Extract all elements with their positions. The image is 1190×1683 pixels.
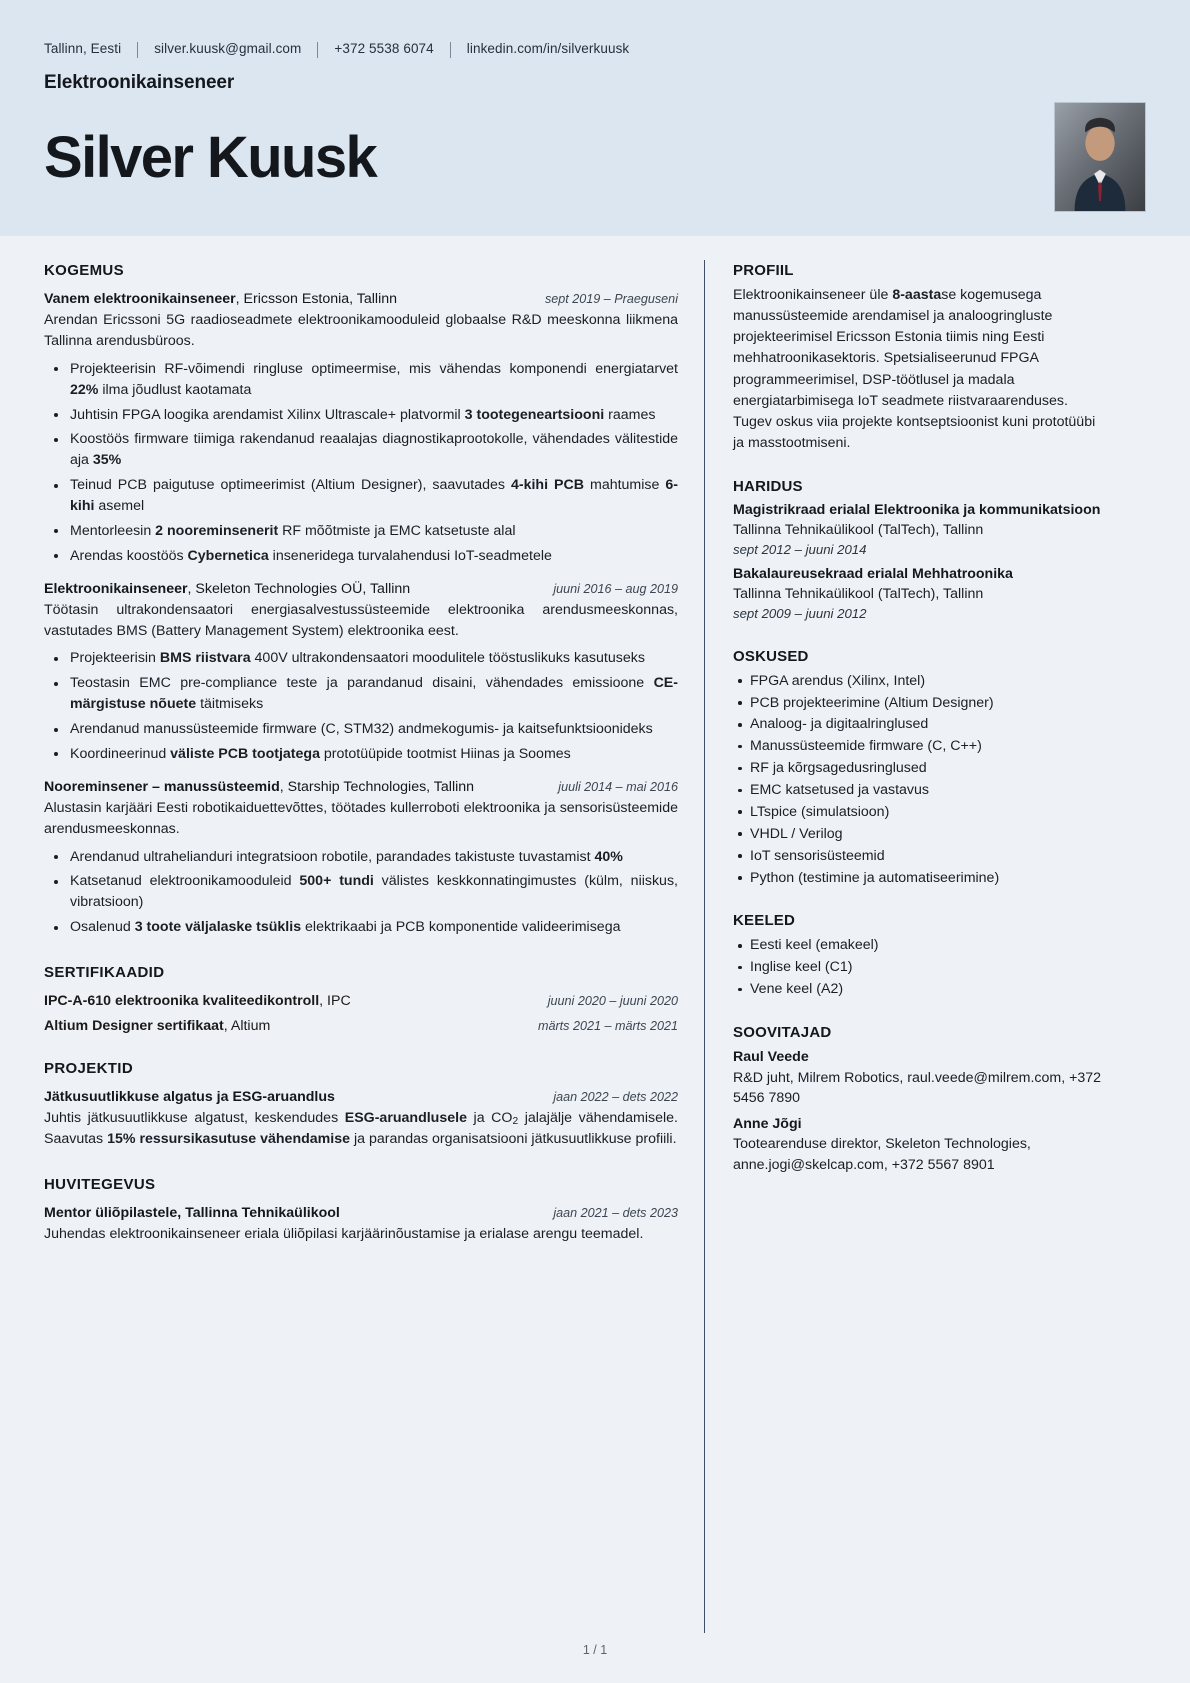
section-heading-references: SOOVITAJAD	[733, 1024, 832, 1042]
reference-detail: Tootearenduse direktor, Skeleton Technologies, anne.jogi@skelcap.com, +372 5567 8901	[733, 1136, 1031, 1174]
education-school: Tallinna Tehnikaülikool (TalTech), Tallinn	[733, 586, 984, 603]
contact-separator	[137, 42, 138, 58]
education-degree: Bakalaureusekraad erialal Mehhatroonika	[733, 566, 1013, 583]
entry-bullet-list	[44, 847, 678, 939]
language-item: Inglise keel (C1)	[733, 957, 1104, 978]
page-title-name: Silver Kuusk	[44, 125, 377, 190]
reference-name: Anne Jõgi	[733, 1115, 802, 1132]
certificate-title: Altium Designer sertifikaat, Altium	[44, 1018, 271, 1034]
reference-name: Raul Veede	[733, 1049, 809, 1066]
right-column	[704, 260, 1104, 1633]
experience-entry	[44, 291, 678, 567]
volunteering-list	[44, 1205, 678, 1245]
bullet-item: Arendanud manussüsteemide firmware (C, STM32) andmekogumis- ja kaitsefunktsioonideks	[44, 719, 678, 740]
entry-header	[44, 291, 678, 307]
section-heading-experience: KOGEMUS	[44, 262, 124, 279]
certificate-date: juuni 2020 – juuni 2020	[547, 994, 678, 1008]
entry-header	[44, 1205, 678, 1221]
skill-item: RF ja kõrgsagedusringlused	[733, 758, 1104, 779]
contact-item[interactable]: linkedin.com/in/silverkuusk	[466, 40, 630, 56]
entry-header	[44, 581, 678, 597]
experience-entry	[44, 779, 678, 938]
entry-header	[44, 779, 678, 795]
certificate-row	[44, 1018, 678, 1034]
reference-entry	[733, 1047, 1104, 1109]
bullet-item: Teostasin EMC pre-compliance teste ja parandanud disaini, vähendades emissioone CE-märgistuse nõuete täitmiseks	[44, 673, 678, 715]
entry-date: jaan 2021 – dets 2023	[553, 1206, 678, 1221]
bullet-item: Arendas koostöös Cybernetica inseneridega turvalahendusi IoT-seadmetele	[44, 546, 678, 567]
volunteering-entry	[44, 1205, 678, 1245]
bullet-item: Projekteerisin BMS riistvara 400V ultrakondensaatori moodulitele tööstuslikuks kasutuseks	[44, 648, 678, 669]
header-job-title: Elektroonikainseneer	[44, 72, 235, 93]
entry-description: Juhendas elektroonikainseneer eriala üliõpilasi karjäärinõustamise ja erialase arengu teemadel.	[44, 1226, 644, 1243]
resume-body	[0, 236, 1190, 1633]
references-list	[733, 1047, 1104, 1176]
entry-description: Juhtis jätkusuutlikkuse algatust, keskendudes ESG-aruandlusele ja $CO_2$ jalajälje vähendamisele. Saavutas 15% ressursikasutuse vähendamise ja parandas organisatsiooni jätkusuutlikkuse profiili.	[44, 1110, 678, 1148]
skill-item: LTspice (simulatsioon)	[733, 802, 1104, 823]
project-entry	[44, 1089, 678, 1150]
entry-date: jaan 2022 – dets 2022	[553, 1090, 678, 1104]
language-item: Eesti keel (emakeel)	[733, 935, 1104, 956]
education-list	[733, 501, 1104, 623]
certificates-list	[44, 993, 678, 1034]
contact-separator	[450, 42, 451, 58]
section-heading-education: HARIDUS	[733, 478, 803, 496]
section-heading-languages: KEELED	[733, 912, 796, 930]
bullet-item: Teinud PCB paigutuse optimeerimist (Altium Designer), saavutades 4-kihi PCB mahtumise 6-kihi asemel	[44, 475, 678, 517]
skill-item: FPGA arendus (Xilinx, Intel)	[733, 671, 1104, 692]
skill-item: Manussüsteemide firmware (C, C++)	[733, 736, 1104, 757]
profile-text: Elektroonikainseneer üle 8-aastase kogemusega manussüsteemide arendamisel ja analoogringluste projekteerimisel Ericsson Estonia tiimis ning Eesti mehhatroonikasektoris. Spetsialiseerunud FPGA programmeerimisel, DSP-töötlusel ja madala energiatarbimisega IoT seadmete riistvaraarenduses. Tugev oskus viia projekte kontseptsioonist kuni prototüübi ja masstootmiseni.	[733, 287, 1096, 452]
reference-entry	[733, 1114, 1104, 1176]
entry-description: Töötasin ultrakondensaatori energiasalvestussüsteemide elektroonika arendusmeeskonnas, vastutades BMS (Battery Management System) elektroonika eest.	[44, 601, 678, 639]
experience-list	[44, 291, 678, 938]
languages-list	[733, 935, 1104, 1000]
profile-photo	[1054, 102, 1146, 212]
section-heading-certificates: SERTIFIKAADID	[44, 964, 165, 981]
contact-item[interactable]: +372 5538 6074	[334, 40, 434, 56]
certificate-title: IPC-A-610 elektroonika kvaliteedikontroll, IPC	[44, 993, 351, 1009]
entry-title: Vanem elektroonikainseneer, Ericsson Estonia, Tallinn	[44, 291, 398, 307]
section-heading-profile: PROFIIL	[733, 262, 794, 279]
experience-entry	[44, 581, 678, 765]
bullet-item: Juhtisin FPGA loogika arendamist Xilinx Ultrascale+ platvormil 3 tootegeneartsiooni raames	[44, 405, 678, 426]
certificate-row	[44, 993, 678, 1009]
bullet-item: Koostöös firmware tiimiga rakendanud reaalajas diagnostikaprootokolle, vähendades välitestide aja 35%	[44, 429, 678, 471]
entry-date: juuli 2014 – mai 2016	[558, 779, 678, 794]
entry-date: juuni 2016 – aug 2019	[553, 581, 678, 596]
left-column	[44, 260, 704, 1633]
contact-line	[44, 40, 1146, 56]
entry-title: Nooreminsener – manussüsteemid, Starship Technologies, Tallinn	[44, 778, 475, 795]
education-school: Tallinna Tehnikaülikool (TalTech), Tallinn	[733, 522, 984, 539]
bullet-item: Mentorleesin 2 nooreminsenerit RF mõõtmiste ja EMC katsetuste alal	[44, 521, 678, 542]
education-degree: Magistrikraad erialal Elektroonika ja kommunikatsioon	[733, 502, 1101, 519]
contact-item[interactable]: silver.kuusk@gmail.com	[154, 40, 302, 56]
entry-bullet-list	[44, 359, 678, 567]
entry-description: Alustasin karjääri Eesti robotikaiduettevõttes, töötades kullerroboti elektroonika ja sensorisüsteemide arendusmeeskonnas.	[44, 799, 678, 837]
skill-item: IoT sensorisüsteemid	[733, 846, 1104, 867]
education-date: sept 2009 – juuni 2012	[733, 606, 867, 622]
education-entry	[733, 501, 1104, 559]
reference-detail: R&D juht, Milrem Robotics, raul.veede@milrem.com, +372 5456 7890	[733, 1069, 1102, 1107]
bullet-item: Osalenud 3 toote väljalaske tsüklis elektrikaabi ja PCB komponentide valideerimisega	[44, 917, 678, 938]
entry-date: sept 2019 – Praeguseni	[544, 292, 678, 306]
bullet-item: Katsetanud elektroonikamooduleid 500+ tundi välistes keskkonnatingimustes (külm, niiskus, vibratsioon)	[44, 871, 678, 913]
education-date: sept 2012 – juuni 2014	[733, 542, 867, 557]
certificate-date: märts 2021 – märts 2021	[537, 1019, 678, 1033]
skill-item: EMC katsetused ja vastavus	[733, 780, 1104, 801]
entry-title: Elektroonikainseneer, Skeleton Technologies OÜ, Tallinn	[44, 580, 411, 597]
skill-item: PCB projekteerimine (Altium Designer)	[733, 693, 1104, 714]
contact-separator	[317, 42, 318, 58]
skill-item: Analoog- ja digitaalringlused	[733, 714, 1104, 735]
entry-header	[44, 1089, 678, 1105]
education-entry	[733, 565, 1104, 623]
section-heading-skills: OSKUSED	[733, 647, 809, 665]
bullet-item: Projekteerisin RF-võimendi ringluse optimeermise, mis vähendas komponendi energiatarvet 22% ilma jõudlust kaotamata	[44, 359, 678, 401]
language-item: Vene keel (A2)	[733, 979, 1104, 1000]
entry-bullet-list	[44, 648, 678, 764]
resume-header	[0, 0, 1190, 236]
bullet-item: Arendanud ultrahelianduri integratsioon robotile, parandades takistuste tuvastamist 40%	[44, 847, 678, 868]
section-heading-volunteering: HUVITEGEVUS	[44, 1176, 156, 1194]
projects-list	[44, 1089, 678, 1150]
contact-item[interactable]: Tallinn, Eesti	[44, 40, 122, 56]
skills-list	[733, 671, 1104, 889]
skill-item: Python (testimine ja automatiseerimine)	[733, 868, 1104, 889]
entry-description: Arendan Ericssoni 5G raadioseadmete elektroonikamooduleid globaalse R&D meeskonna liikmena Tallinna arendusbüroos.	[44, 312, 678, 349]
section-heading-projects: PROJEKTID	[44, 1060, 133, 1077]
bullet-item: Koordineerinud väliste PCB tootjatega prototüüpide tootmist Hiinas ja Soomes	[44, 744, 678, 765]
entry-title: Jätkusuutlikkuse algatus ja ESG-aruandlus	[44, 1089, 335, 1105]
page-indicator: 1 / 1	[582, 1643, 608, 1657]
skill-item: VHDL / Verilog	[733, 824, 1104, 845]
entry-title: Mentor üliõpilastele, Tallinna Tehnikaülikool	[44, 1205, 340, 1222]
